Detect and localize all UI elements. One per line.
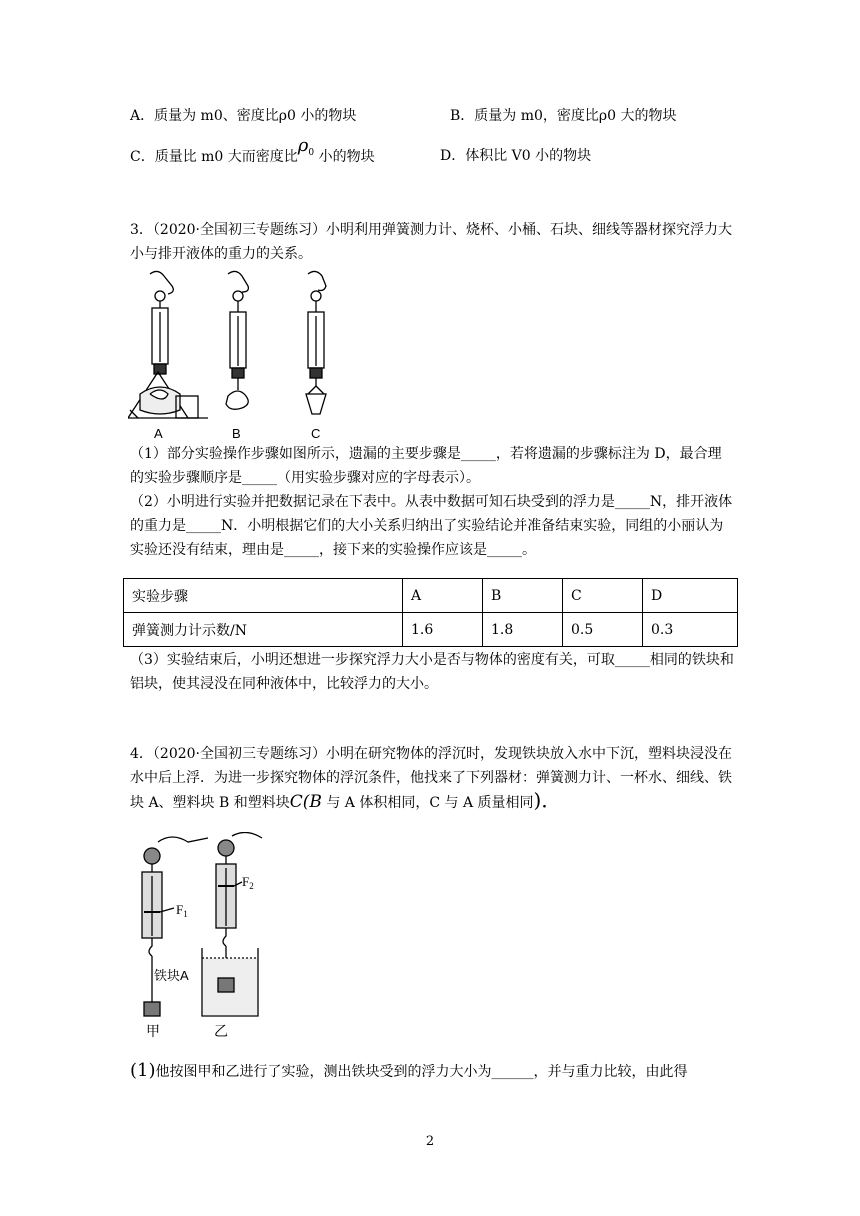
table-row [124, 613, 738, 647]
label-f1: $F_1$ [176, 902, 188, 919]
option-c-text: C．质量比 m0 大而密度比 [130, 149, 298, 165]
q3-part1: （1）部分实验操作步骤如图所示，遗漏的主要步骤是_____，若将遗漏的步骤标注为 D，最合理的实验步骤顺序是_____（用实验步骤对应的字母表示）。 [130, 446, 722, 486]
table-cell: B [483, 579, 563, 613]
q4-part1-number: (1) [130, 1060, 156, 1081]
page-number: 2 [425, 1134, 435, 1149]
q4-stem-math: C(B [289, 792, 322, 812]
q4-figure [128, 832, 278, 1044]
q3-data-table [123, 578, 738, 647]
table-cell: 0.3 [643, 613, 738, 647]
table-cell: A [403, 579, 483, 613]
option-d: D．体积比 V0 小的物块 [440, 148, 592, 164]
q3-stem: 3．（2020·全国初三专题练习）小明利用弹簧测力计、烧杯、小桶、石块、细线等器材探究浮力大小与排开液体的重力的关系。 [130, 222, 732, 262]
rho-symbol: $\rho_0$ [297, 135, 315, 158]
q3-label-a: A [154, 426, 163, 441]
table-cell: 弹簧测力计示数/N [124, 613, 403, 647]
q3-part3: （3）实验结束后，小明还想进一步探究浮力大小是否与物体的密度有关，可取_____相同的铁块和铝块，使其浸没在同种液体中，比较浮力的大小。 [130, 652, 734, 692]
q3-part2: （2）小明进行实验并把数据记录在下表中。从表中数据可知石块受到的浮力是_____N，排开液体的重力是_____N．小明根据它们的大小关系归纳出了实验结论并准备结束实验，同组的小丽认为实验还没有结束，理由是_____，接下来的实验操作应该是_____。 [130, 494, 733, 558]
q3-label-c: C [311, 426, 321, 441]
table-cell: 1.8 [483, 613, 563, 647]
table-cell: 1.6 [403, 613, 483, 647]
label-jia: 甲 [146, 1023, 160, 1039]
table-cell: D [643, 579, 738, 613]
option-c [130, 135, 375, 173]
q4-stem [130, 742, 735, 815]
table-cell: 实验步骤 [124, 579, 403, 613]
option-a: A．质量为 m0、密度比ρ0 小的物块 [130, 108, 357, 124]
q4-stem-tail: 与 A 体积相同，C 与 A 质量相同 [321, 795, 534, 811]
q4-stem-text: 4．（2020·全国初三专题练习）小明在研究物体的浮沉时，发现铁块放入水中下沉，塑料块浸没在水中后上浮．为进一步探究物体的浮沉条件，他找来了下列器材：弹簧测力计、一杯水、细线、铁块 A、塑料块 B 和塑料块 [130, 746, 732, 811]
option-b: B．质量为 m0，密度比ρ0 大的物块 [450, 108, 677, 124]
label-f2: $F_2$ [242, 874, 254, 891]
q4-part1 [130, 1060, 735, 1084]
table-cell: 0.5 [563, 613, 643, 647]
label-iron-block: 铁块A [154, 968, 189, 983]
table-header-row [124, 579, 738, 613]
q4-part1-text: 他按图甲和乙进行了实验，测出铁块受到的浮力大小为______，并与重力比较，由此得 [155, 1064, 688, 1080]
option-c-tail: 小的物块 [314, 149, 375, 165]
q4-stem-close: )． [533, 788, 562, 812]
q3-label-b: B [232, 426, 241, 441]
q3-figure [128, 266, 328, 442]
label-yi: 乙 [214, 1023, 228, 1039]
table-cell: C [563, 579, 643, 613]
